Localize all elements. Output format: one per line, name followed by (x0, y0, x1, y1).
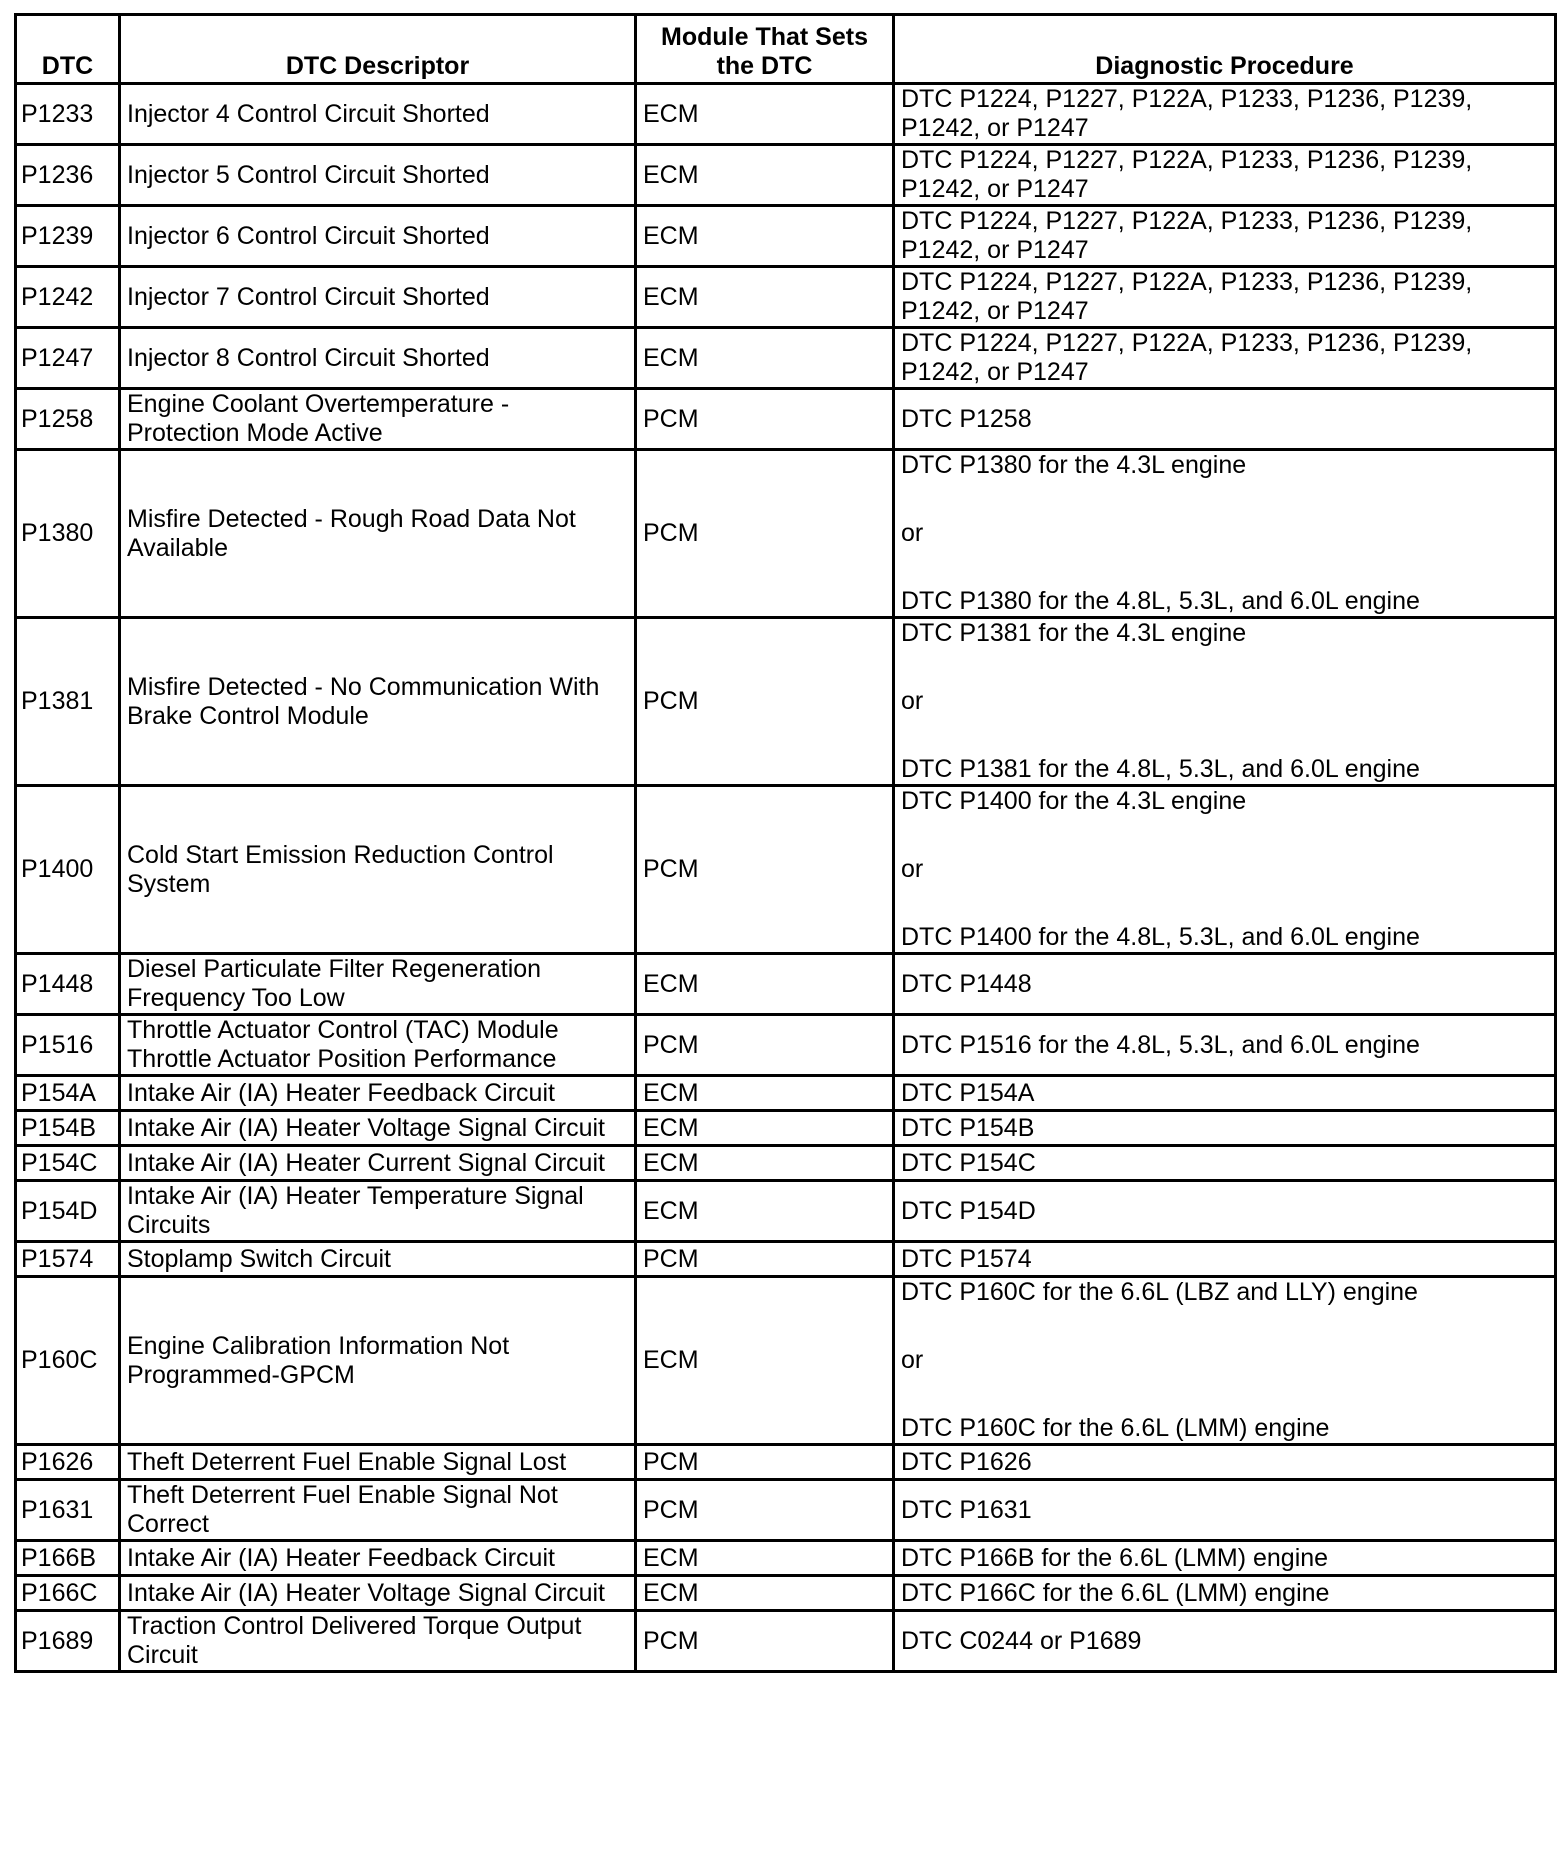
procedure-line: DTC P1381 for the 4.3L engine (901, 619, 1247, 647)
module-name: PCM (636, 1611, 894, 1672)
module-name: ECM (636, 1146, 894, 1181)
module-name: PCM (636, 1480, 894, 1541)
module-name: ECM (636, 1181, 894, 1242)
diagnostic-procedure (894, 450, 1556, 618)
dtc-descriptor: Intake Air (IA) Heater Feedback Circuit (120, 1076, 636, 1111)
diagnostic-procedure (894, 1111, 1556, 1146)
module-name: ECM (636, 328, 894, 389)
module-name: ECM (636, 1076, 894, 1111)
diagnostic-procedure (894, 954, 1556, 1015)
procedure-line: DTC C0244 or P1689 (901, 1626, 1142, 1655)
dtc-descriptor: Engine Calibration Information Not Programmed-GPCM (120, 1277, 636, 1445)
diagnostic-procedure (894, 206, 1556, 267)
procedure-spacer (901, 648, 1548, 687)
dtc-descriptor: Engine Coolant Overtemperature - Protection Mode Active (120, 389, 636, 450)
module-name: PCM (636, 1015, 894, 1076)
procedure-line: DTC P160C for the 6.6L (LBZ and LLY) engine (901, 1278, 1418, 1306)
procedure-line: DTC P166C for the 6.6L (LMM) engine (901, 1578, 1330, 1607)
procedure-spacer (901, 1307, 1548, 1346)
module-name: ECM (636, 1277, 894, 1445)
procedure-line: DTC P1574 (901, 1244, 1032, 1273)
table-row (16, 954, 1556, 1015)
procedure-spacer (901, 480, 1548, 519)
dtc-code: P1626 (16, 1445, 120, 1480)
dtc-descriptor: Injector 4 Control Circuit Shorted (120, 84, 636, 145)
module-name: ECM (636, 1576, 894, 1611)
module-name: ECM (636, 1541, 894, 1576)
table-row (16, 1277, 1556, 1445)
procedure-spacer (901, 716, 1548, 755)
procedure-line: DTC P1258 (901, 404, 1032, 433)
diagnostic-procedure (894, 145, 1556, 206)
table-body (16, 84, 1556, 1672)
dtc-descriptor: Intake Air (IA) Heater Temperature Signal Circuits (120, 1181, 636, 1242)
procedure-line: DTC P1224, P1227, P122A, P1233, P1236, P1239, P1242, or P1247 (901, 329, 1473, 386)
procedure-line: DTC P1224, P1227, P122A, P1233, P1236, P1239, P1242, or P1247 (901, 207, 1473, 264)
module-name: ECM (636, 1111, 894, 1146)
module-name: PCM (636, 1242, 894, 1277)
table-row (16, 145, 1556, 206)
dtc-code: P166C (16, 1576, 120, 1611)
dtc-code: P1516 (16, 1015, 120, 1076)
header-descriptor: DTC Descriptor (120, 15, 636, 84)
procedure-line: DTC P160C for the 6.6L (LMM) engine (901, 1414, 1330, 1442)
procedure-line: or (901, 1346, 924, 1374)
dtc-code: P1258 (16, 389, 120, 450)
procedure-line: DTC P1626 (901, 1447, 1032, 1476)
table-row (16, 1181, 1556, 1242)
diagnostic-procedure (894, 84, 1556, 145)
module-name: PCM (636, 389, 894, 450)
diagnostic-procedure (894, 1480, 1556, 1541)
dtc-table (14, 13, 1557, 1673)
dtc-code: P166B (16, 1541, 120, 1576)
table-row (16, 450, 1556, 618)
dtc-descriptor: Intake Air (IA) Heater Current Signal Circuit (120, 1146, 636, 1181)
dtc-descriptor: Injector 6 Control Circuit Shorted (120, 206, 636, 267)
dtc-descriptor: Injector 8 Control Circuit Shorted (120, 328, 636, 389)
dtc-code: P1380 (16, 450, 120, 618)
header-procedure: Diagnostic Procedure (894, 15, 1556, 84)
diagnostic-procedure (894, 1181, 1556, 1242)
module-name: PCM (636, 450, 894, 618)
dtc-code: P1400 (16, 786, 120, 954)
table-row (16, 1445, 1556, 1480)
diagnostic-procedure (894, 1015, 1556, 1076)
module-name: PCM (636, 786, 894, 954)
dtc-descriptor: Misfire Detected - No Communication With Brake Control Module (120, 618, 636, 786)
procedure-line: DTC P154A (901, 1078, 1035, 1107)
procedure-spacer (901, 548, 1548, 587)
header-module: Module That Sets the DTC (636, 15, 894, 84)
diagnostic-procedure (894, 1445, 1556, 1480)
diagnostic-procedure (894, 1242, 1556, 1277)
dtc-code: P1242 (16, 267, 120, 328)
diagnostic-procedure (894, 786, 1556, 954)
module-name: ECM (636, 206, 894, 267)
procedure-line: DTC P1400 for the 4.8L, 5.3L, and 6.0L engine (901, 923, 1420, 951)
dtc-code: P154D (16, 1181, 120, 1242)
diagnostic-procedure (894, 1611, 1556, 1672)
dtc-descriptor: Theft Deterrent Fuel Enable Signal Not Correct (120, 1480, 636, 1541)
dtc-code: P1381 (16, 618, 120, 786)
dtc-code: P1233 (16, 84, 120, 145)
dtc-code: P154A (16, 1076, 120, 1111)
procedure-line: or (901, 855, 924, 883)
procedure-line: DTC P1516 for the 4.8L, 5.3L, and 6.0L engine (901, 1030, 1420, 1059)
diagnostic-procedure (894, 618, 1556, 786)
table-row (16, 1242, 1556, 1277)
table-row (16, 389, 1556, 450)
procedure-spacer (901, 1375, 1548, 1414)
dtc-descriptor: Intake Air (IA) Heater Voltage Signal Circuit (120, 1111, 636, 1146)
dtc-code: P1631 (16, 1480, 120, 1541)
table-row (16, 84, 1556, 145)
dtc-descriptor: Diesel Particulate Filter Regeneration Frequency Too Low (120, 954, 636, 1015)
module-name: ECM (636, 84, 894, 145)
dtc-code: P1448 (16, 954, 120, 1015)
dtc-descriptor: Theft Deterrent Fuel Enable Signal Lost (120, 1445, 636, 1480)
dtc-code: P154C (16, 1146, 120, 1181)
table-row (16, 1541, 1556, 1576)
table-row (16, 1146, 1556, 1181)
dtc-descriptor: Traction Control Delivered Torque Output Circuit (120, 1611, 636, 1672)
procedure-line: DTC P1448 (901, 969, 1032, 998)
module-name: PCM (636, 618, 894, 786)
table-row (16, 786, 1556, 954)
procedure-line: DTC P1400 for the 4.3L engine (901, 787, 1247, 815)
dtc-descriptor: Intake Air (IA) Heater Voltage Signal Circuit (120, 1576, 636, 1611)
diagnostic-procedure (894, 1146, 1556, 1181)
diagnostic-procedure (894, 389, 1556, 450)
table-row (16, 1480, 1556, 1541)
dtc-descriptor: Injector 5 Control Circuit Shorted (120, 145, 636, 206)
dtc-descriptor: Cold Start Emission Reduction Control System (120, 786, 636, 954)
dtc-code: P1689 (16, 1611, 120, 1672)
table-row (16, 1611, 1556, 1672)
procedure-line: DTC P154B (901, 1113, 1035, 1142)
dtc-descriptor: Stoplamp Switch Circuit (120, 1242, 636, 1277)
table-row (16, 1015, 1556, 1076)
dtc-code: P1236 (16, 145, 120, 206)
header-row (16, 15, 1556, 84)
procedure-line: DTC P1381 for the 4.8L, 5.3L, and 6.0L engine (901, 755, 1420, 783)
table-row (16, 206, 1556, 267)
table-row (16, 267, 1556, 328)
table-row (16, 328, 1556, 389)
module-name: ECM (636, 954, 894, 1015)
procedure-line: DTC P1224, P1227, P122A, P1233, P1236, P1239, P1242, or P1247 (901, 146, 1473, 203)
diagnostic-procedure (894, 1541, 1556, 1576)
dtc-descriptor: Throttle Actuator Control (TAC) Module Throttle Actuator Position Performance (120, 1015, 636, 1076)
procedure-line: DTC P1380 for the 4.8L, 5.3L, and 6.0L engine (901, 587, 1420, 615)
procedure-line: DTC P154C (901, 1148, 1036, 1177)
diagnostic-procedure (894, 328, 1556, 389)
dtc-code: P154B (16, 1111, 120, 1146)
diagnostic-procedure (894, 1277, 1556, 1445)
dtc-descriptor: Intake Air (IA) Heater Feedback Circuit (120, 1541, 636, 1576)
procedure-line: DTC P1224, P1227, P122A, P1233, P1236, P1239, P1242, or P1247 (901, 268, 1473, 325)
diagnostic-procedure (894, 1076, 1556, 1111)
table-row (16, 1111, 1556, 1146)
procedure-spacer (901, 816, 1548, 855)
procedure-line: DTC P1380 for the 4.3L engine (901, 451, 1247, 479)
procedure-spacer (901, 884, 1548, 923)
table-row (16, 618, 1556, 786)
module-name: ECM (636, 267, 894, 328)
module-name: ECM (636, 145, 894, 206)
module-name: PCM (636, 1445, 894, 1480)
procedure-line: DTC P154D (901, 1196, 1036, 1225)
diagnostic-procedure (894, 267, 1556, 328)
procedure-line: DTC P166B for the 6.6L (LMM) engine (901, 1543, 1329, 1572)
table-row (16, 1076, 1556, 1111)
dtc-descriptor: Injector 7 Control Circuit Shorted (120, 267, 636, 328)
dtc-code: P160C (16, 1277, 120, 1445)
dtc-code: P1239 (16, 206, 120, 267)
dtc-code: P1574 (16, 1242, 120, 1277)
procedure-line: DTC P1631 (901, 1495, 1032, 1524)
procedure-line: or (901, 519, 924, 547)
diagnostic-procedure (894, 1576, 1556, 1611)
procedure-line: or (901, 687, 924, 715)
dtc-code: P1247 (16, 328, 120, 389)
dtc-descriptor: Misfire Detected - Rough Road Data Not Available (120, 450, 636, 618)
procedure-line: DTC P1224, P1227, P122A, P1233, P1236, P1239, P1242, or P1247 (901, 85, 1473, 142)
header-dtc: DTC (16, 15, 120, 84)
table-row (16, 1576, 1556, 1611)
